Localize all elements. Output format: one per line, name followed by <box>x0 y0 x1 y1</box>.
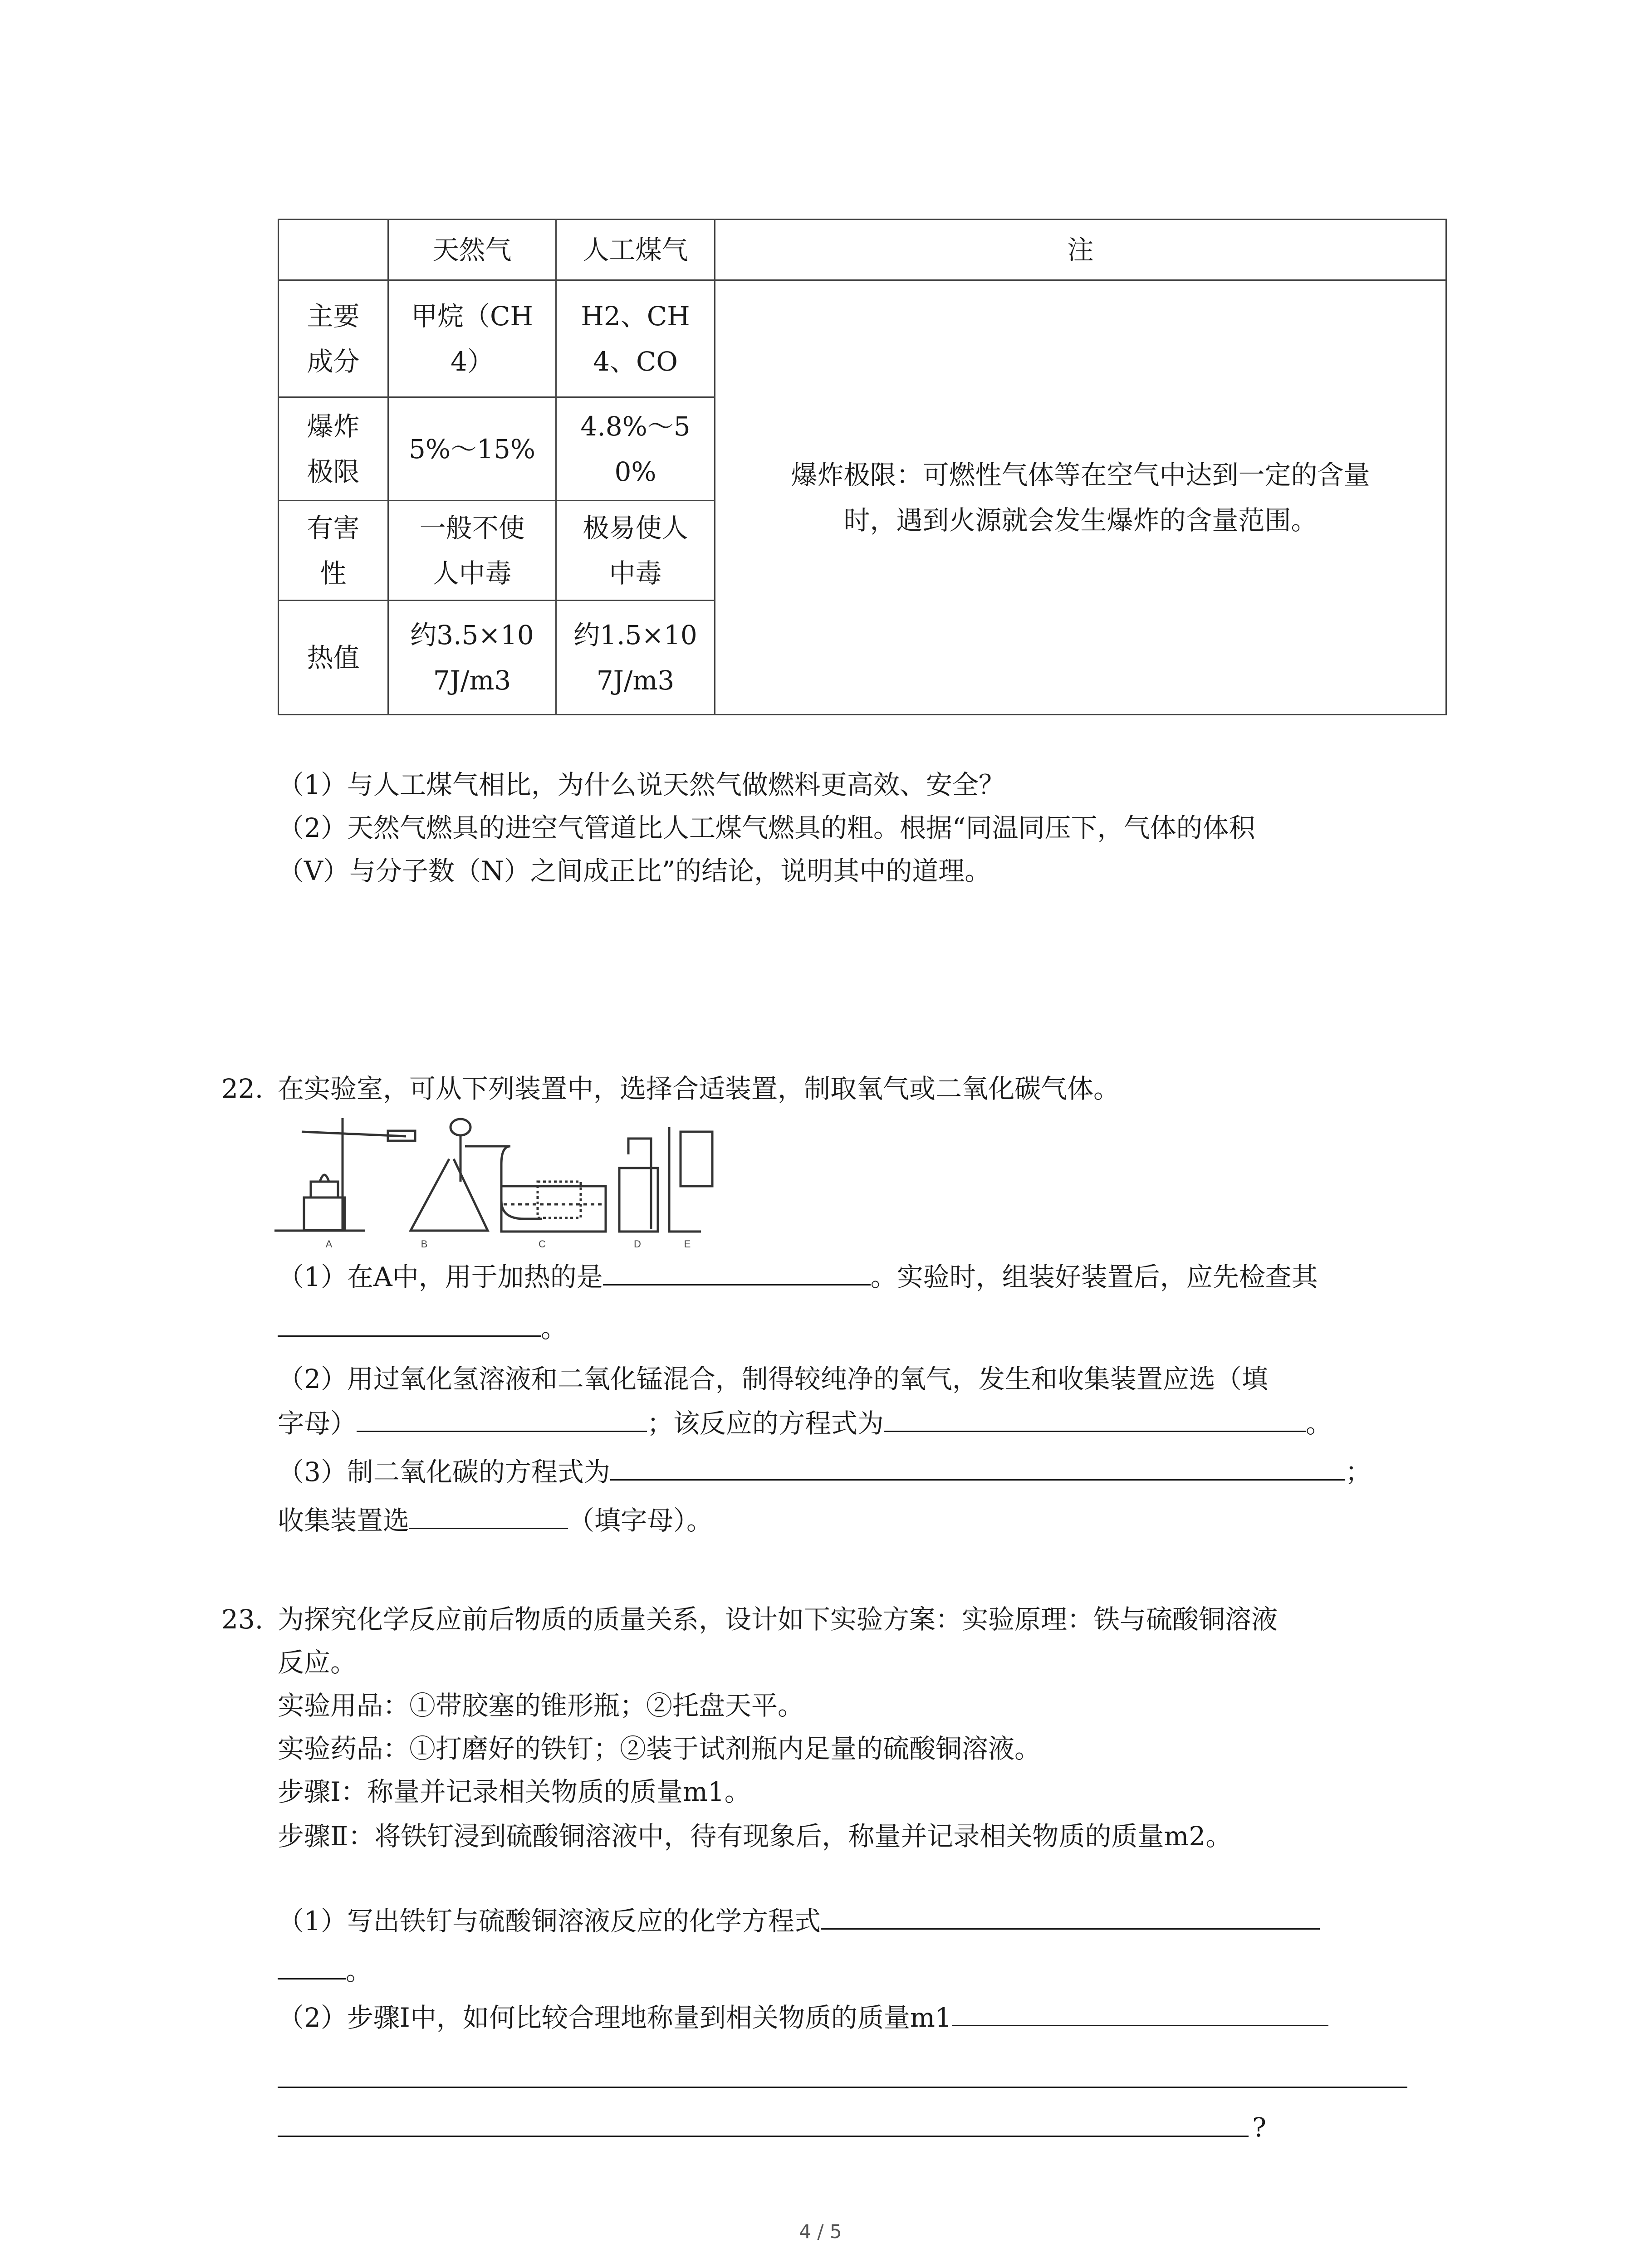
table-row-composition <box>279 280 1446 397</box>
apparatus-label-a: A <box>325 1238 333 1250</box>
apparatus-label-b: B <box>421 1238 428 1250</box>
q21-sub2-line1: （2）天然气燃具的进空气管道比人工煤气燃具的粗。根据“同温同压下，气体的体积 <box>278 812 1255 843</box>
header-empty-cell <box>279 220 388 280</box>
q23-step2: 步骤Ⅱ：将铁钉浸到硫酸铜溶液中，待有现象后，称量并记录相关物质的质量m2。 <box>278 1821 1232 1852</box>
row-label: 爆炸 极限 <box>279 397 388 501</box>
q23-supplies: 实验用品：①带胶塞的锥形瓶；②托盘天平。 <box>278 1690 804 1721</box>
coal-gas-explosion-limit: 4.8%～5 0% <box>556 397 715 501</box>
q22-number: 22. <box>221 1073 264 1104</box>
apparatus-b <box>411 1119 510 1231</box>
answer-blank[interactable] <box>821 1898 1320 1930</box>
coal-gas-composition: H2、CH 4、CO <box>556 280 715 397</box>
apparatus-e <box>669 1127 712 1232</box>
q21-sub2-line2: （V）与分子数（N）之间成正比”的结论，说明其中的道理。 <box>278 855 991 886</box>
coal-gas-toxicity: 极易使人 中毒 <box>556 501 715 601</box>
answer-blank[interactable] <box>278 1305 541 1337</box>
q22-sub1-line1: （1）在A中，用于加热的是 。实验时，组装好装置后，应先检查其 <box>278 1254 1318 1300</box>
answer-blank[interactable] <box>409 1498 568 1529</box>
q22-sub2-line2: 字母） ；该反应的方程式为 。 <box>278 1401 1332 1446</box>
q22-sub2-line1: （2）用过氧化氢溶液和二氧化锰混合，制得较纯净的氧气，发生和收集装置应选（填 <box>278 1364 1268 1394</box>
header-natural-gas: 天然气 <box>388 220 556 280</box>
natural-gas-explosion-limit: 5%～15% <box>388 397 556 501</box>
q23-sub2-question-mark: ? <box>1252 2112 1267 2143</box>
answer-blank[interactable] <box>884 1401 1306 1432</box>
q22-sub1-line2: 。 <box>278 1305 567 1351</box>
q23-stem-line1: 为探究化学反应前后物质的质量关系，设计如下实验方案：实验原理：铁与硫酸铜溶液 <box>278 1604 1278 1635</box>
answer-blank[interactable] <box>610 1449 1345 1481</box>
explosion-limit-note: 爆炸极限：可燃性气体等在空气中达到一定的含量 时，遇到火源就会发生爆炸的含量范围。 <box>715 280 1446 715</box>
apparatus-d <box>619 1139 658 1232</box>
apparatus-label-e: E <box>684 1238 691 1250</box>
coal-gas-heat-value: 约1.5×10 7J/m3 <box>556 601 715 715</box>
q22-sub3-line2: 收集装置选 （填字母）。 <box>278 1498 713 1543</box>
apparatus-label-c: C <box>539 1238 546 1250</box>
apparatus-label-d: D <box>634 1238 641 1250</box>
apparatus-a <box>274 1118 415 1231</box>
q23-sub2-line1: （2）步骤Ⅰ中，如何比较合理地称量到相关物质的质量m1 <box>278 1995 1328 2040</box>
natural-gas-toxicity: 一般不使 人中毒 <box>388 501 556 601</box>
gas-comparison-table <box>278 219 1447 715</box>
answer-line[interactable] <box>278 2136 1249 2137</box>
q23-step1: 步骤Ⅰ：称量并记录相关物质的质量m1。 <box>278 1776 751 1807</box>
q23-number: 23. <box>221 1604 264 1635</box>
q22-stem: 在实验室，可从下列装置中，选择合适装置，制取氧气或二氧化碳气体。 <box>278 1073 1120 1104</box>
table-header-row <box>279 220 1446 280</box>
q23-stem-line2: 反应。 <box>278 1647 357 1678</box>
row-label: 热值 <box>279 601 388 715</box>
lab-apparatus-figure <box>274 1114 737 1250</box>
answer-line[interactable] <box>278 2087 1407 2088</box>
row-label: 主要 成分 <box>279 280 388 397</box>
q23-sub1-line2: 。 <box>278 1948 372 1994</box>
natural-gas-composition: 甲烷（CH 4） <box>388 280 556 397</box>
header-note: 注 <box>715 220 1446 280</box>
answer-blank[interactable] <box>952 1995 1328 2026</box>
apparatus-c <box>501 1146 606 1232</box>
q22-sub3-line1: （3）制二氧化碳的方程式为 ； <box>278 1449 1372 1495</box>
row-label: 有害 性 <box>279 501 388 601</box>
answer-blank[interactable] <box>603 1254 871 1286</box>
answer-blank[interactable] <box>357 1401 647 1432</box>
q23-reagents: 实验药品：①打磨好的铁钉；②装于试剂瓶内足量的硫酸铜溶液。 <box>278 1733 1041 1764</box>
q23-sub1-line1: （1）写出铁钉与硫酸铜溶液反应的化学方程式 <box>278 1898 1320 1944</box>
header-coal-gas: 人工煤气 <box>556 220 715 280</box>
q21-sub1: （1）与人工煤气相比，为什么说天然气做燃料更高效、安全？ <box>278 769 1005 800</box>
page-number: 4 / 5 <box>799 2220 842 2243</box>
natural-gas-heat-value: 约3.5×10 7J/m3 <box>388 601 556 715</box>
answer-blank[interactable] <box>278 1948 346 1980</box>
